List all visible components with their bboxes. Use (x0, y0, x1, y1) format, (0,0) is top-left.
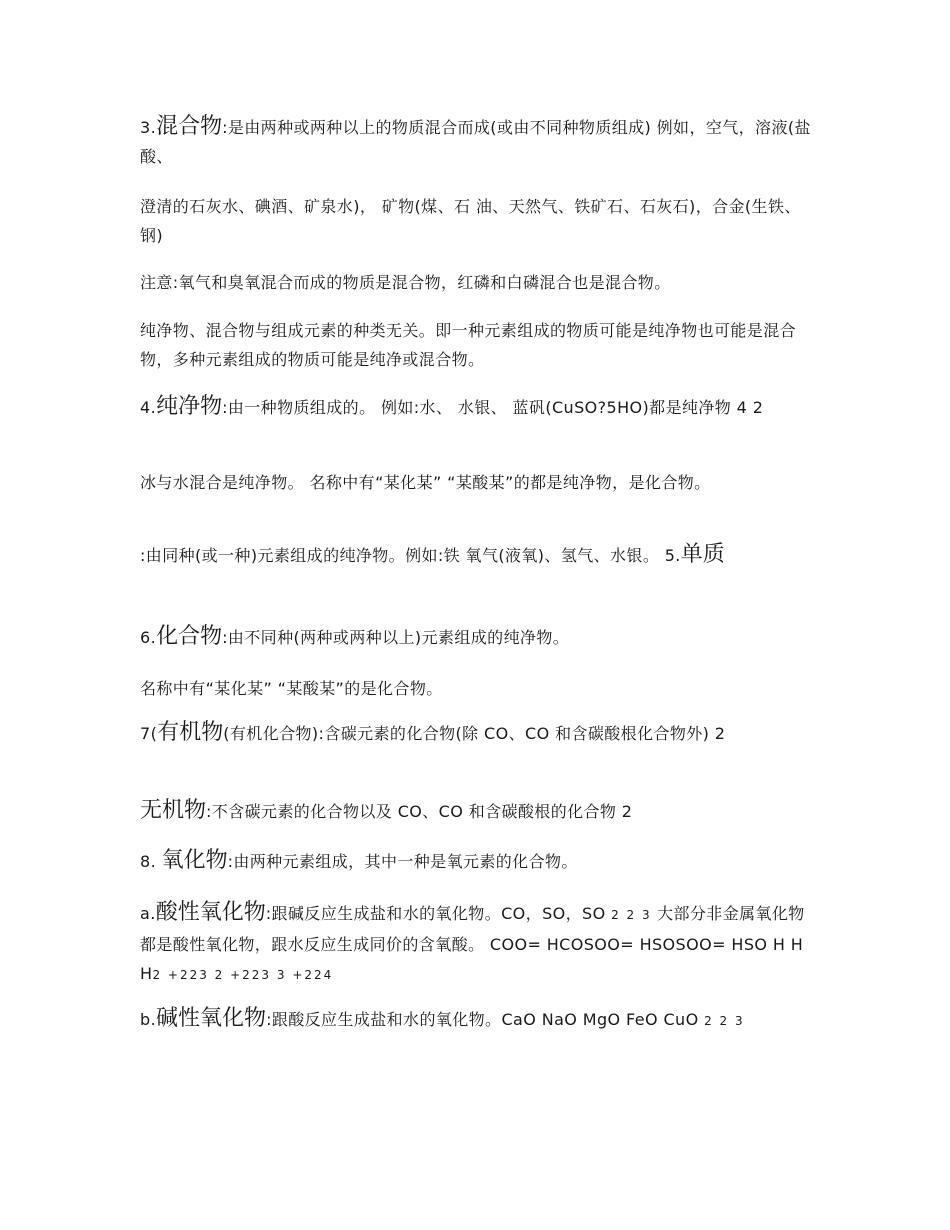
paragraph-element-types (140, 316, 812, 374)
section-number: 6. (140, 628, 157, 647)
paragraph-basic-oxide (140, 1004, 745, 1036)
paragraph-acidic-oxide (140, 898, 812, 990)
paragraph-element-substance (140, 540, 725, 570)
paragraph-text: 注意:氧气和臭氧混合而成的物质是混合物，红磷和白磷混合也是混合物。 (140, 273, 671, 292)
paragraph-text: 名称中有“某化某” “某酸某”的是化合物。 (140, 679, 443, 698)
paragraph-compound-naming (140, 674, 443, 703)
subscript-digits: 2 +223 2 +223 3 +224 (152, 968, 334, 982)
section-number: 4. (140, 398, 157, 417)
paragraph-inorganic (140, 796, 632, 826)
term-heading: 氧化物 (161, 848, 228, 873)
term-heading: 酸性氧化物 (155, 900, 266, 925)
paragraph-mixture-examples (140, 192, 812, 250)
term-heading: 碱性氧化物 (156, 1006, 267, 1031)
term-heading: 无机物 (140, 798, 207, 823)
paragraph-oxide (140, 846, 578, 876)
section-number: 3. (140, 118, 157, 137)
term-heading: 单质 (680, 542, 725, 567)
paragraph-text: :是由两种或两种以上的物质混合而成(或由不同种物质组成) 例如，空气，溶液(盐酸、 (140, 118, 811, 166)
term-heading: 纯净物 (156, 394, 223, 419)
paragraph-text: :不含碳元素的化合物以及 CO、CO 和含碳酸根的化合物 2 (206, 802, 633, 821)
paragraph-text: 澄清的石灰水、碘酒、矿泉水)， 矿物(煤、石 油、天然气、铁矿石、石灰石)，合金(生铁、钢) (140, 197, 801, 245)
subscript-digits: 2 2 3 (611, 908, 652, 922)
section-number: 7( (140, 724, 158, 743)
term-heading: 化合物 (156, 624, 223, 649)
paragraph-note (140, 268, 671, 297)
paragraph-organic (140, 718, 725, 748)
paragraph-text: :跟碱反应生成盐和水的氧化物。CO，SO，SO (265, 904, 606, 923)
paragraph-mixture (140, 112, 812, 171)
paragraph-ice-water (140, 468, 711, 497)
paragraph-text: 冰与水混合是纯净物。 名称中有“某化某” “某酸某”的都是纯净物，是化合物。 (140, 473, 711, 492)
term-heading: 有机物 (157, 720, 224, 745)
section-number: a. (140, 904, 156, 923)
paragraph-compound (140, 622, 569, 652)
paragraph-text: :跟酸反应生成盐和水的氧化物。CaO NaO MgO FeO CuO (266, 1010, 699, 1029)
paragraph-text: :由同种(或一种)元素组成的纯净物。例如:铁 氧气(液氧)、氢气、水银。 5. (140, 546, 681, 565)
paragraph-text: 纯净物、混合物与组成元素的种类无关。即一种元素组成的物质可能是纯净物也可能是混合物，多种元素组成的物质可能是纯净或混合物。 (140, 321, 797, 369)
paragraph-text: (有机化合物):含碳元素的化合物(除 CO、CO 和含碳酸根化合物外) 2 (223, 724, 726, 743)
section-number: 8. (140, 852, 162, 871)
paragraph-text: :由不同种(两种或两种以上)元素组成的纯净物。 (222, 628, 570, 647)
term-heading: 混合物 (156, 114, 223, 139)
paragraph-text: :由两种元素组成，其中一种是氧元素的化合物。 (227, 852, 578, 871)
paragraph-text-continued: 大部分非金属氧化物都是酸性氧化物，跟水反应生成同价的含氧酸。 COO= HCOSOO= HSOSOO= HSO H H H (140, 904, 805, 983)
paragraph-text: :由一种物质组成的。 例如:水、 水银、 蓝矾(CuSO?5HO)都是纯净物 4 2 (222, 398, 764, 417)
subscript-digits: 2 2 3 (704, 1014, 745, 1028)
paragraph-pure-substance (140, 392, 763, 422)
section-number: b. (140, 1010, 157, 1029)
